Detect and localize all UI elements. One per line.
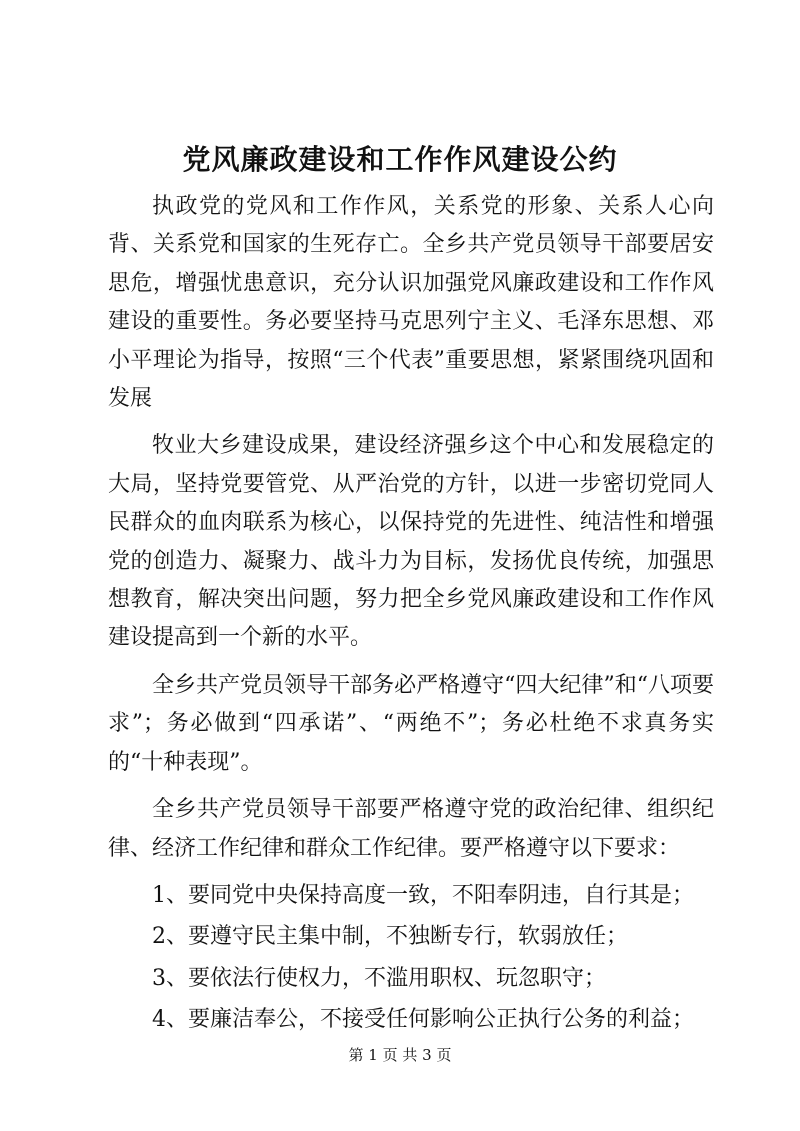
paragraph-4: 全乡共产党员领导干部要严格遵守党的政治纪律、组织纪律、经济工作纪律和群众工作纪律。要严格遵守以下要求： (108, 797, 714, 861)
list-item-3: 3、要依法行使权力，不滥用职权、玩忽职守； (152, 965, 606, 991)
list-item-2: 2、要遵守民主集中制，不独断专行，软弱放任； (152, 924, 628, 950)
list-item-4: 4、要廉洁奉公，不接受任何影响公正执行公务的利益； (152, 1007, 694, 1033)
list-item-1: 1、要同党中央保持高度一致，不阳奉阴违，自行其是； (152, 882, 694, 908)
paragraph-3: 全乡共产党员领导干部务必严格遵守“四大纪律”和“八项要求”；务必做到“四承诺”、“两绝不”；务必杜绝不求真务实的“十种表现”。 (108, 672, 714, 775)
document-body (108, 188, 714, 1043)
paragraph-1: 执政党的党风和工作作风，关系党的形象、关系人心向背、关系党和国家的生死存亡。全乡共产党员领导干部要居安思危，增强忧患意识，充分认识加强党风廉政建设和工作作风建设的重要性。务必要坚持马克思列宁主义、毛泽东思想、邓小平理论为指导，按照“三个代表”重要思想，紧紧围绕巩固和发展 (108, 194, 714, 412)
page-footer: 第 1 页 共 3 页 (348, 1046, 452, 1064)
paragraph-2: 牧业大乡建设成果，建设经济强乡这个中心和发展稳定的大局，坚持党要管党、从严治党的方针，以进一步密切党同人民群众的血肉联系为核心，以保持党的先进性、纯洁性和增强党的创造力、凝聚力、战斗力为目标，发扬优良传统，加强思想教育，解决突出问题，努力把全乡党风廉政建设和工作作风建设提高到一个新的水平。 (108, 433, 714, 651)
document-title: 党风廉政建设和工作作风建设公约 (182, 143, 618, 176)
